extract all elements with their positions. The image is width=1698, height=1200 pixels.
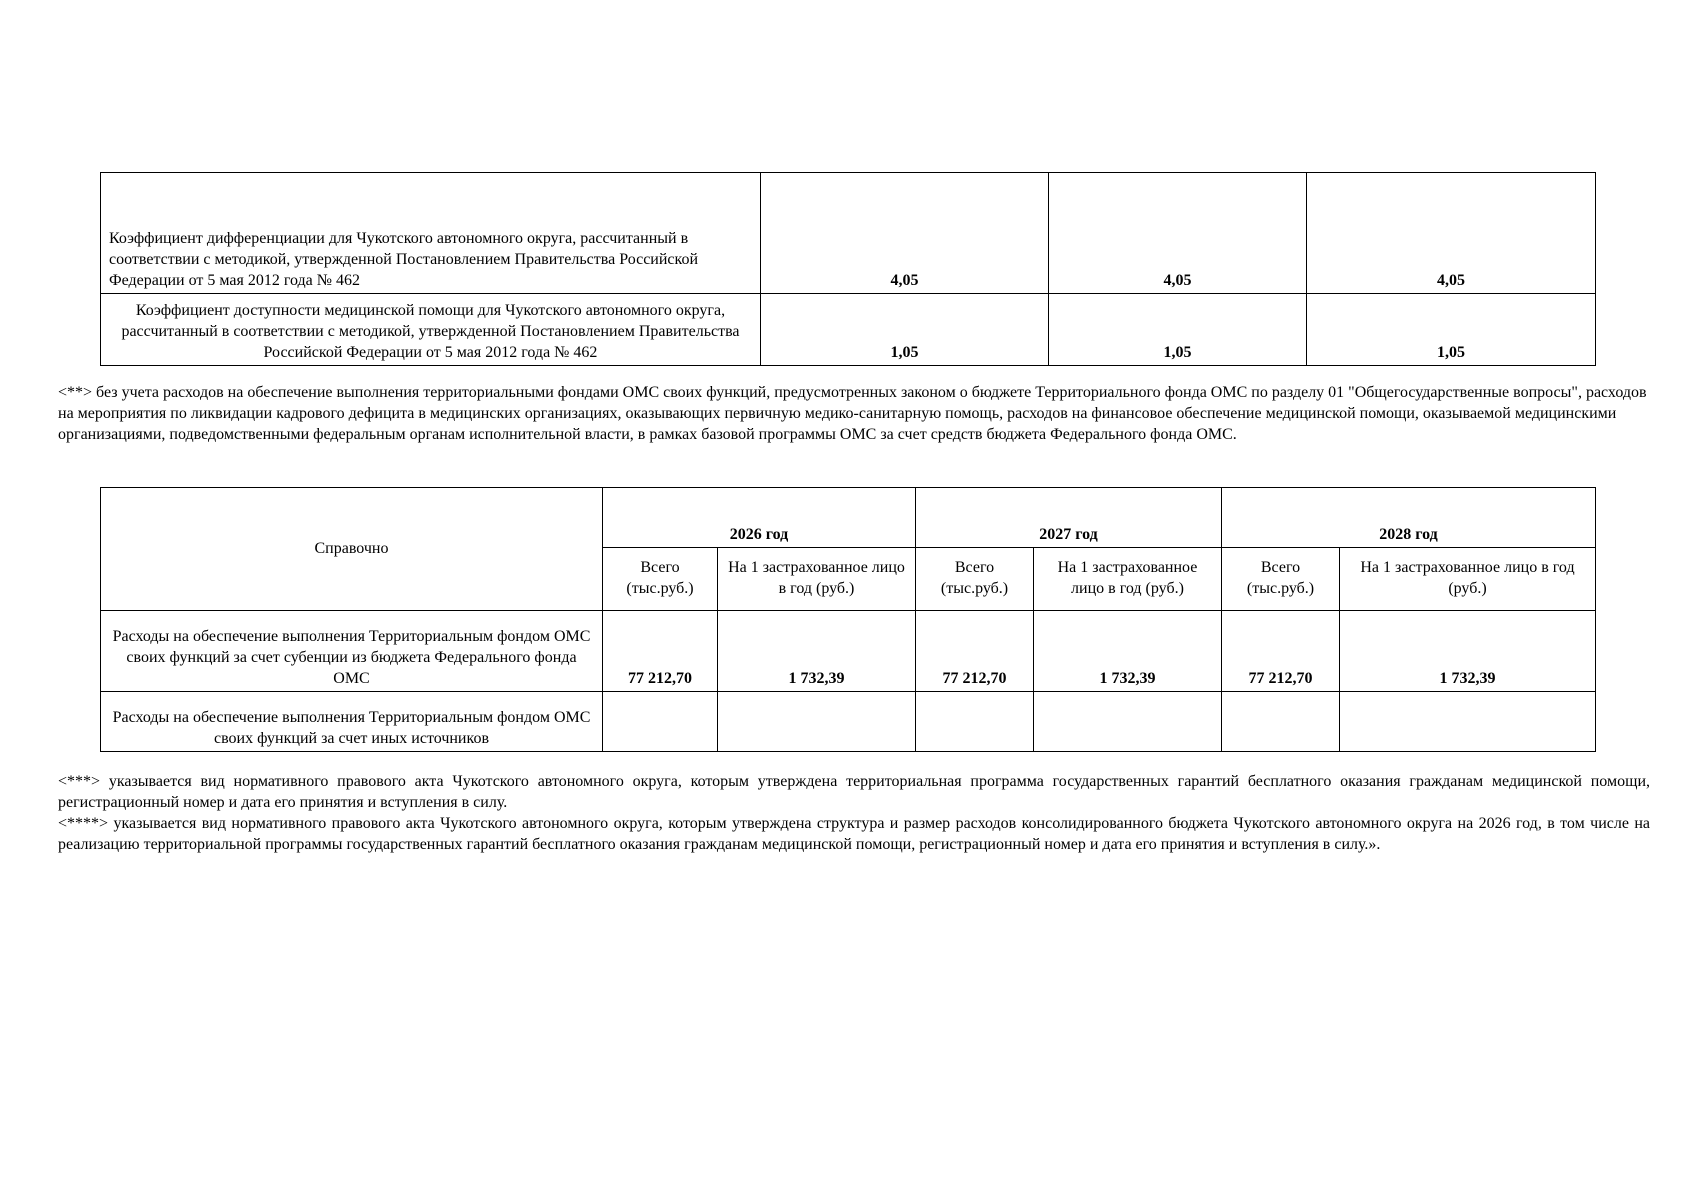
cell-value	[1034, 692, 1222, 752]
cell-value: 1,05	[1049, 294, 1307, 366]
cell-value	[718, 692, 916, 752]
table-row	[101, 173, 1596, 294]
cell-value: 1 732,39	[1034, 611, 1222, 692]
subheader-total: Всего (тыс.руб.)	[916, 548, 1034, 611]
header-row	[101, 488, 1596, 548]
cell-value	[603, 692, 718, 752]
cell-value: 1,05	[761, 294, 1049, 366]
row-label: Коэффициент дифференциации для Чукотского автономного округа, рассчитанный в соответствии с методикой, утвержденной Постановлением Правительства Российской Федерации от 5 мая 2012 года № 462	[101, 173, 761, 294]
footnote-2: <**> без учета расходов на обеспечение выполнения территориальными фондами ОМС своих функций, предусмотренных законом о бюджете Территориального фонда ОМС по разделу 01 "Общегосударственные вопросы", расходов на мероприятия по ликвидации кадрового дефицита в медицинских организациях, оказывающих первичную медико-санитарную помощь, расходов на финансовое обеспечение медицинской помощи, оказываемой медицинскими организациями, подведомственными федеральным органам исполнительной власти, в рамках базовой программы ОМС за счет средств бюджета Федерального фонда ОМС.	[58, 384, 1647, 443]
cell-value: 77 212,70	[603, 611, 718, 692]
year-header: 2026 год	[603, 488, 916, 548]
cell-value: 4,05	[1049, 173, 1307, 294]
cell-value: 1 732,39	[718, 611, 916, 692]
table-row	[101, 692, 1596, 752]
reference-table	[100, 487, 1596, 752]
table-row	[101, 611, 1596, 692]
subheader-per-person: На 1 застрахованное лицо в год (руб.)	[1034, 548, 1222, 611]
cell-value: 4,05	[761, 173, 1049, 294]
subheader-per-person: На 1 застрахованное лицо в год (руб.)	[1340, 548, 1596, 611]
cell-value: 1 732,39	[1340, 611, 1596, 692]
cell-value: 4,05	[1307, 173, 1596, 294]
year-header: 2027 год	[916, 488, 1222, 548]
cell-value	[1222, 692, 1340, 752]
footnote-3: <***> указывается вид нормативного правового акта Чукотского автономного округа, которым утверждена территориальная программа государственных гарантий бесплатного оказания гражданам медицинской помощи, регистрационный номер и дата его принятия и вступления в силу.	[58, 773, 1650, 811]
row-label: Расходы на обеспечение выполнения Территориальным фондом ОМС своих функций за счет субенции из бюджета Федерального фонда ОМС	[101, 611, 603, 692]
header-label: Справочно	[101, 488, 603, 611]
cell-value	[1340, 692, 1596, 752]
subheader-total: Всего (тыс.руб.)	[1222, 548, 1340, 611]
year-header: 2028 год	[1222, 488, 1596, 548]
cell-value: 77 212,70	[916, 611, 1034, 692]
cell-value: 1,05	[1307, 294, 1596, 366]
table-row	[101, 294, 1596, 366]
row-label: Коэффициент доступности медицинской помощи для Чукотского автономного округа, рассчитанный в соответствии с методикой, утвержденной Постановлением Правительства Российской Федерации от 5 мая 2012 года № 462	[101, 294, 761, 366]
cell-value: 77 212,70	[1222, 611, 1340, 692]
subheader-total: Всего (тыс.руб.)	[603, 548, 718, 611]
cell-value	[916, 692, 1034, 752]
row-label: Расходы на обеспечение выполнения Территориальным фондом ОМС своих функций за счет иных источников	[101, 692, 603, 752]
footnote-4: <****> указывается вид нормативного правового акта Чукотского автономного округа, которым утверждена структура и размер расходов консолидированного бюджета Чукотского автономного округа на 2026 год, в том числе на реализацию территориальной программы государственных гарантий бесплатного оказания гражданам медицинской помощи, регистрационный номер и дата его принятия и вступления в силу.».	[58, 815, 1650, 853]
coefficients-table	[100, 172, 1596, 366]
subheader-per-person: На 1 застрахованное лицо в год (руб.)	[718, 548, 916, 611]
